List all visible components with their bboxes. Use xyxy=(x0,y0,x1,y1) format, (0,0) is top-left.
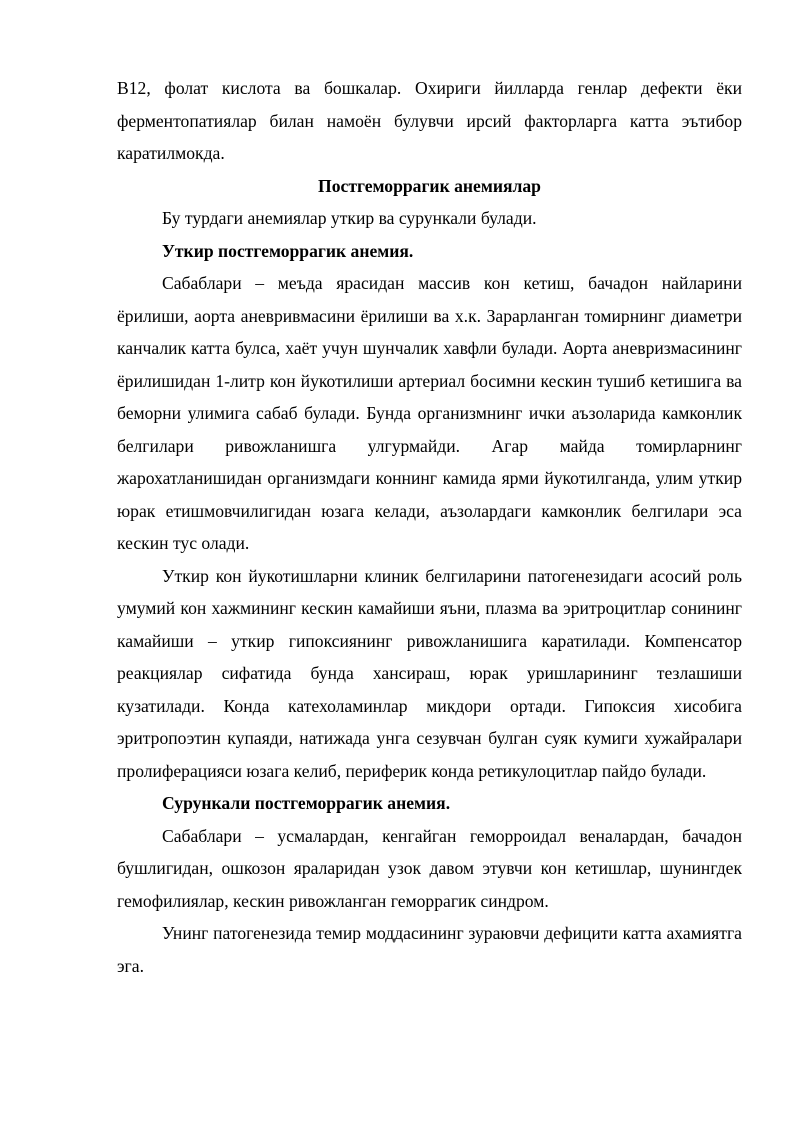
document-page xyxy=(117,72,742,982)
chronic-heading: Сурункали постгеморрагик анемия. xyxy=(162,793,451,813)
section-intro: Бу турдаги анемиялар уткир ва сурункали булади. xyxy=(162,208,537,228)
chronic-paragraph-pathogenesis: Унинг патогенезида темир моддасининг зураювчи дефицити катта ахамиятга эга. xyxy=(117,923,742,976)
chronic-paragraph-causes: Сабаблари – усмалардан, кенгайган геморроидал веналардан, бачадон бушлигидан, ошкозон яраларидан узок давом этувчи кон кетишлар, шунингдек гемофилиялар, кескин ривожланган геморрагик синдром. xyxy=(117,825,742,911)
acute-paragraph-causes: Сабаблари – меъда ярасидан массив кон кетиш, бачадон найларини ёрилиши, аорта аневривмасини ёрилиши ва х.к. Зарарланган томирнинг диаметри канчалик катта булса, хаёт учун шунчалик хавфли булади. Аорта аневризмасининг ёрилишидан 1-литр кон йукотилиши артериал босимни кескин тушиб кетишига ва беморни улимига сабаб булади. Бунда организмнинг ички аъзоларида камконлик белгилари ривожланишга улгурмайди. Агар майда томирларнинг жарохатланишидан организмдаги коннинг камида ярми йукотилганда, улим уткир юрак етишмовчилигидан юзага келади, аъзолардаги камконлик белгилари эса кескин тус олади. xyxy=(117,273,742,553)
acute-heading: Уткир постгеморрагик анемия. xyxy=(162,240,414,261)
section-title: Постгеморрагик анемиялар xyxy=(318,175,541,196)
acute-paragraph-pathogenesis: Уткир кон йукотишларни клиник белгиларини патогенезидаги асосий роль умумий кон хажмининг кескин камайиши яъни, плазма ва эритроцитлар сонининг камайиши – уткир гипоксиянинг ривожланишига каратилади. Компенсатор реакциялар сифатида бунда хансираш, юрак уришларининг тезлашиши кузатилади. Конда катехоламинлар микдори ортади. Гипоксия хисобига эритропоэтин купаяди, натижада унга сезувчан булган суяк кумиги хужайралари пролиферацияси юзага келиб, периферик конда ретикулоцитлар пайдо булади. xyxy=(117,565,742,781)
paragraph-intro-tail: В12, фолат кислота ва бошкалар. Охириги йилларда генлар дефекти ёки ферментопатиялар билан намоён булувчи ирсий факторларга катта эътибор каратилмокда. xyxy=(117,78,742,163)
